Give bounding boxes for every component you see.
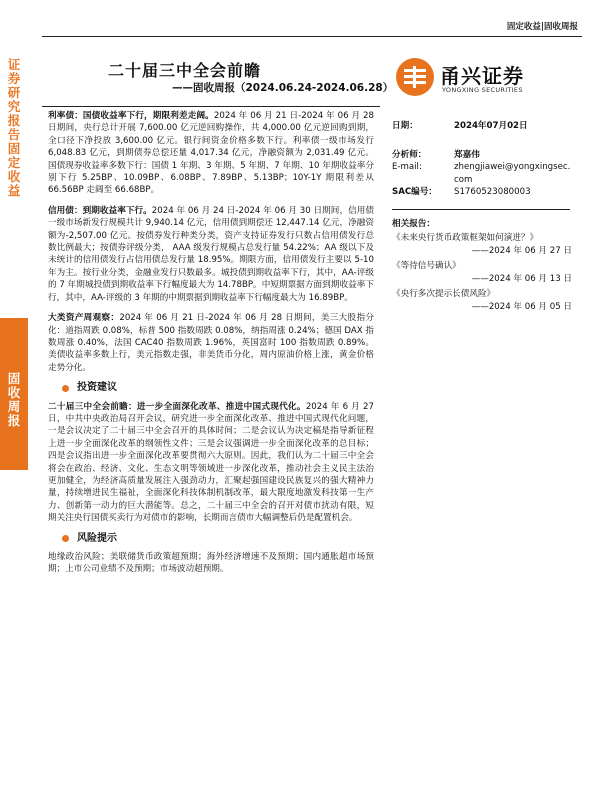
report-title: 二十届三中全会前瞻	[108, 61, 262, 80]
bullet-dot-icon	[62, 385, 69, 392]
sac-row	[392, 186, 572, 199]
related-report-title: 《未来央行货币政策框架如何演进？》	[392, 233, 539, 243]
assets-paragraph	[48, 312, 374, 374]
related-report[interactable]	[392, 288, 572, 313]
advice-lead: 二十届三中全会前瞻：进一步全面深化改革、推进中国式现代化。	[48, 401, 306, 412]
related-report[interactable]	[392, 260, 572, 285]
company-logo	[396, 58, 566, 98]
credit-paragraph	[48, 205, 374, 304]
credit-body: 2024 年 06 月 24 日-2024 年 06 月 30 日期间，信用债一级市场新发行规模共计 9,940.14 亿元，信用债到期偿还 12,447.14 亿元，净融资额为-2,507.00 亿元。按债券发行种类分类，资产支持证券发行只数占信用债发行总数比例最大；按债券评级分类， AAA 级发行规模占总发行量 54.22%；AA 级以下及未统计的信用债发行占信用债总发行量 18.95%。期限方面，信用债发行主要以 5-10 年为主。按行业分类，金融业发行只数最多。城投债到期收益率下行，其中，AA-评级的 7 年期城投债到期收益率下行幅度最大为 14.78BP。中短期票据方面到期收益率下行，其中，AA-评级的 3 年期的中期票据到期收益率下行幅度最大为 16.89BP。	[48, 205, 374, 303]
side-rule	[392, 209, 570, 210]
date-row	[392, 120, 572, 133]
side-tab-top-label: 证券研究报告固定收益	[7, 57, 21, 198]
section-heading-risk-label: 风险提示	[77, 532, 117, 544]
credit-lead: 信用债：到期收益率下行。	[48, 205, 152, 216]
header-rule	[42, 36, 582, 37]
related-report-date: ——2024 年 06 月 13 日	[471, 273, 572, 284]
email-label: E-mail:	[392, 162, 422, 172]
related-report-date: ——2024 年 06 月 27 日	[471, 245, 572, 256]
rates-body: 2024 年 06 月 21 日-2024 年 06 月 28 日期间，央行总计开展 7,600.00 亿元逆回购操作，共 4,000.00 亿元逆回购到期，全口径下净投放 3,600.00 亿元。银行间资金价格多数下行。利率债一级市场发行 6,048.83 亿元，到期债券总偿还量 4,017.34 亿元，净融资额为 2,031.49 亿元。国债现券收益率多数下行：国债 1 年期、3 年期、5 年期、7 年期、10 年期收益率分别下行 5.25BP、10.09BP、6.08BP、7.89BP、5.13BP；10Y-1Y 期限利差从 66.56BP 走阔至 66.68BP。	[48, 111, 374, 196]
logo-name: 甬兴证券	[440, 64, 524, 88]
advice-body: 2024 年 6 月 27 日，中共中央政治局召开会议，研究进一步全面深化改革、推进中国式现代化问题，一是会议决定了二十届三中全会召开的具体时间；二是会议认为决定稿是指导新征程上进一步全面深化改革的纲领性文件；三是会议强调进一步全面深化改革的总目标；四是会议指出进一步全面深化改革要贯彻六大原则。因此，我们认为二十届三中全会将会在政治、经济、文化、生态文明等领域进一步深化改革，推动社会主义民主法治更加健全，为经济高质量发展注入强劲动力，汇聚起强国建设民族复兴的强大精神力量，持续增进民生福祉，全面深化科技体制机制改革，最大限度地激发科技第一生产力、创新第一动力的巨大潜能等。总之，二十届三中全会的召开对债市扰动有限，短期关注央行国债买卖行为对债市的影响，长期而言债市大幅调整后仍是配置机会。	[48, 401, 374, 524]
section-heading-risk	[48, 533, 374, 545]
risk-paragraph	[48, 551, 374, 576]
header-tag: 固定收益|固收周报	[506, 22, 578, 32]
section-heading-advice	[48, 382, 374, 394]
related-reports-title: 相关报告：	[392, 218, 435, 229]
email-value[interactable]: zhengjiawei@yongxingsec.com	[454, 162, 571, 185]
date-value: 2024年07月02日	[454, 121, 528, 131]
sac-label: SAC编号：	[392, 187, 437, 197]
advice-paragraph	[48, 401, 374, 525]
date-label: 日期：	[392, 121, 418, 131]
related-report-title: 《央行多次提示长债风险》	[392, 289, 496, 299]
analyst-row	[392, 149, 572, 162]
side-tab-section-label: 固收周报	[7, 371, 21, 428]
analyst-label: 分析师：	[392, 149, 427, 160]
assets-body: 2024 年 06 月 21 日-2024 年 06 月 28 日期间，美三大股指分化：道指周跌 0.08%，标普 500 指数周跌 0.08%，纳指周涨 0.24%；德国 DAX 指数周涨 0.40%，法国 CAC40 指数周跌 1.96%，英国富时 100 指数周跌 0.89%。美债收益率多数上行，美元指数走强，非美货币分化，周内原油价格上涨，黄金价格走势分化。	[48, 313, 374, 373]
main-column	[48, 110, 374, 584]
side-column	[392, 120, 572, 316]
assets-lead: 大类资产周观察：	[48, 313, 120, 324]
rates-paragraph	[48, 110, 374, 197]
rates-lead: 利率债：国债收益率下行，期限利差走阔。	[48, 111, 214, 121]
analyst-value: 郑嘉伟	[454, 149, 480, 160]
risk-body: 地缘政治风险；美联储货币政策超预期；海外经济增速不及预期；国内通胀超市场预期；上市公司业绩不及预期；市场波动超预期。	[48, 552, 374, 575]
section-heading-advice-label: 投资建议	[77, 382, 117, 394]
report-subtitle: ——固收周报（2024.06.24-2024.06.28）	[172, 82, 394, 94]
email-row	[392, 161, 572, 186]
related-report-title: 《等待信号确认》	[392, 261, 461, 271]
bullet-dot-icon	[62, 535, 69, 542]
related-report[interactable]	[392, 232, 572, 257]
logo-mark-icon	[396, 58, 434, 96]
related-report-date: ——2024 年 06 月 05 日	[471, 301, 572, 312]
sac-value: S1760523080003	[454, 187, 531, 197]
main-rule	[42, 106, 380, 107]
logo-english: YONGXING SECURITIES	[442, 86, 523, 94]
